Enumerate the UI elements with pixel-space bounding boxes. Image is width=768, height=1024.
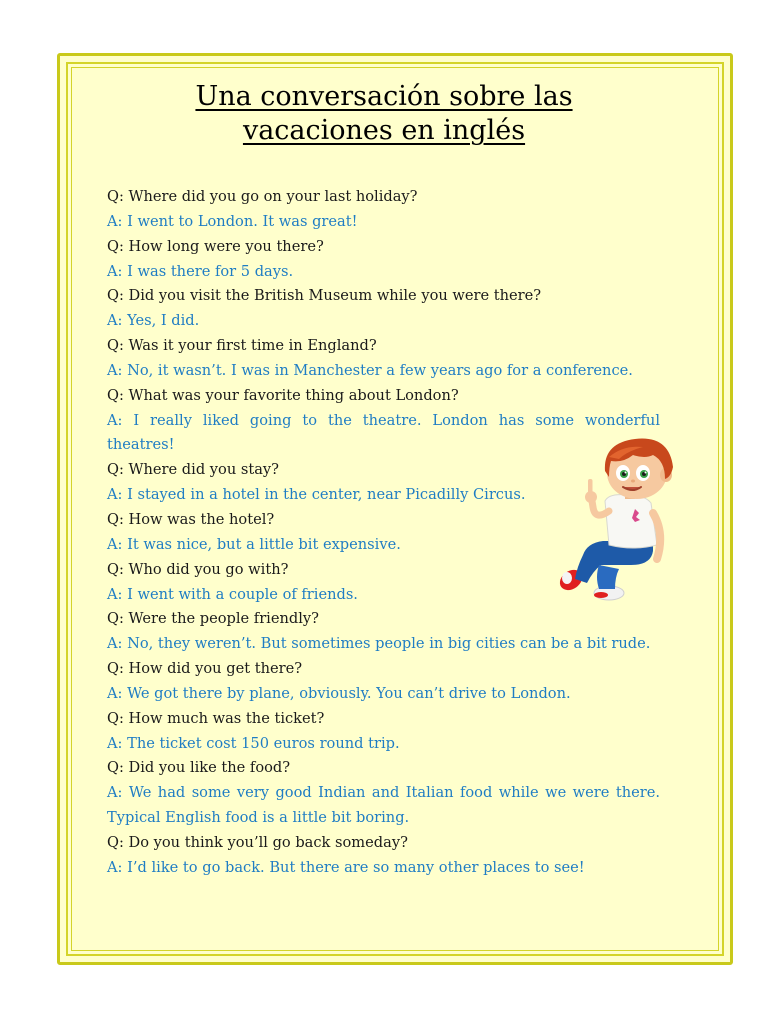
question-10: Q: How did you get there? [107,660,303,678]
answer-13: A: I’d like to go back. But there are so many other places to see! [107,858,585,876]
answer-1: A: I went to London. It was great! [107,212,358,230]
question-13: Q: Do you think you’ll go back someday? [107,833,408,851]
question-8: Q: Who did you go with? [107,560,289,578]
question-4: Q: Was it your first time in England? [107,337,377,355]
question-9: Q: Were the people friendly? [107,610,319,628]
answer-2: A: I was there for 5 days. [107,262,294,280]
question-1: Q: Where did you go on your last holiday? [107,188,418,205]
answer-8: A: I went with a couple of friends. [107,585,358,603]
answer-10: A: We got there by plane, obviously. You can’t drive to London. [107,684,571,702]
question-11: Q: How much was the ticket? [107,709,325,727]
answer-9: A: No, they weren’t. But sometimes people in big cities can be a bit rude. [107,635,651,653]
question-7: Q: How was the hotel? [107,510,275,528]
question-12: Q: Did you like the food? [107,759,291,777]
question-6: Q: Where did you stay? [107,461,279,479]
cartoon-boy-pointing-icon [553,437,693,609]
answer-6: A: I stayed in a hotel in the center, near Picadilly Circus. [107,486,526,504]
question-2: Q: How long were you there? [107,237,324,255]
answer-7: A: It was nice, but a little bit expensive. [107,535,401,553]
answer-11: A: The ticket cost 150 euros round trip. [107,734,400,752]
question-5: Q: What was your favorite thing about London? [107,386,459,404]
answer-12: A: We had some very good Indian and Italian food while we were there. Typical English food is a little bit boring. [107,784,660,827]
page-title-line-1: Una conversación sobre las [195,81,573,112]
question-3: Q: Did you visit the British Museum while you were there? [107,287,542,305]
answer-5: A: I really liked going to the theatre. London has some wonderful theatres! [107,411,660,454]
answer-4: A: No, it wasn’t. I was in Manchester a few years ago for a conference. [107,361,633,379]
page-title-line-2: vacaciones en inglés [242,115,526,146]
answer-3: A: Yes, I did. [107,312,200,330]
